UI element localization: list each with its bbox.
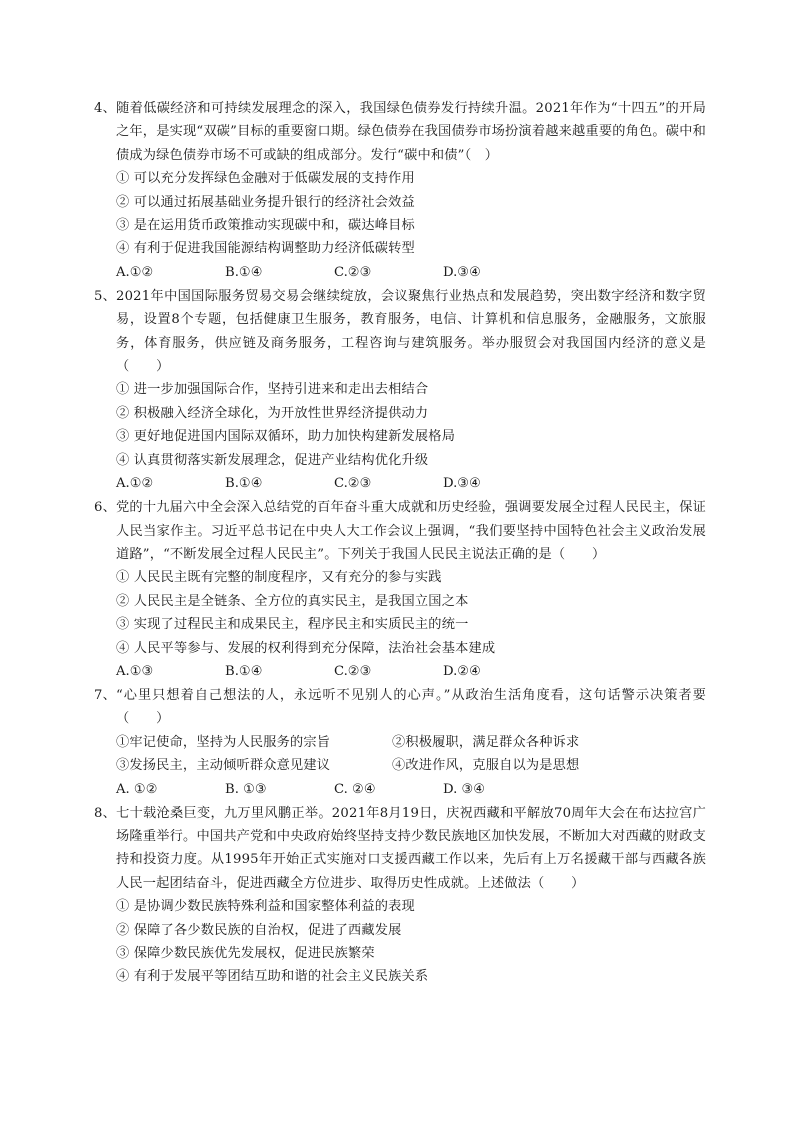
statement-item: ② 保障了各少数民族的自治权，促进了西藏发展 bbox=[116, 922, 402, 938]
option-a: A.①② bbox=[116, 476, 154, 492]
statement-list bbox=[94, 895, 706, 989]
question-number: 8、 bbox=[94, 805, 116, 821]
statement-row bbox=[116, 731, 706, 754]
option-a: A.①② bbox=[116, 264, 154, 280]
question-text: 随着低碳经济和可持续发展理念的深入，我国绿色债券发行持续升温。2021年作为“十四五”的开局之年，是实现“双碳”目标的重要窗口期。绿色债券在我国债券市场扮演着越来越重要的角色。碳中和债成为绿色债券市场不可或缺的组成部分。发行“碳中和债”（ ） bbox=[116, 101, 706, 163]
statement-item: ④ 人民平等参与、发展的权利得到充分保障，法治社会基本建成 bbox=[116, 640, 496, 656]
statement-list bbox=[94, 731, 706, 778]
option-d: D. ③④ bbox=[443, 781, 486, 797]
option-c: C.②③ bbox=[334, 663, 372, 679]
statement-list bbox=[94, 167, 706, 261]
option-a: A.①③ bbox=[116, 663, 154, 679]
question-number: 6、 bbox=[94, 500, 116, 516]
statement-item: ③ 保障少数民族优先发展权，促进民族繁荣 bbox=[116, 946, 375, 961]
statement-item: ① 进一步加强国际合作，坚持引进来和走出去相结合 bbox=[116, 382, 429, 398]
statement-item: ② 人民民主是全链条、全方位的真实民主，是我国立国之本 bbox=[116, 593, 469, 609]
question-number: 4、 bbox=[94, 101, 116, 116]
question-number: 7、 bbox=[94, 687, 116, 703]
question-stem bbox=[94, 496, 706, 566]
statement-item: ④ 有利于发展平等团结互助和谐的社会主义民族关系 bbox=[116, 969, 429, 985]
statement-item: ④ 认真贯彻落实新发展理念，促进产业结构优化升级 bbox=[116, 452, 429, 468]
question-list bbox=[94, 97, 706, 989]
statement-item: ③ 是在运用货币政策推动实现碳中和，碳达峰目标 bbox=[116, 218, 415, 234]
question-text: 党的十九届六中全会深入总结党的百年奋斗重大成就和历史经验，强调要发展全过程人民民主，保证人民当家作主。习近平总书记在中央人大工作会议上强调，“我们要坚持中国特色社会主义政治发展道路”，“不断发展全过程人民民主”。下列关于我国人民民主说法正确的是（ ） bbox=[116, 500, 706, 562]
statement-item: ① 是协调少数民族特殊利益和国家整体利益的表现 bbox=[116, 899, 415, 915]
question-stem bbox=[94, 285, 706, 379]
answer-options bbox=[94, 472, 706, 496]
option-b: B.①④ bbox=[225, 264, 263, 280]
option-d: D.③④ bbox=[443, 264, 481, 280]
statement-item: ③ 更好地促进国内国际双循环，助力加快构建新发展格局 bbox=[116, 429, 456, 445]
question-stem bbox=[94, 97, 706, 167]
question-6 bbox=[94, 496, 706, 684]
statement-item: ① 可以充分发挥绿色金融对于低碳发展的支持作用 bbox=[116, 171, 415, 187]
statement-list bbox=[94, 566, 706, 660]
answer-options bbox=[94, 660, 706, 684]
question-4 bbox=[94, 97, 706, 285]
statement-item: ③ 实现了过程民主和成果民主，程序民主和实质民主的统一 bbox=[116, 617, 469, 633]
question-7 bbox=[94, 684, 706, 802]
statement-item: ① 人民民主既有完整的制度程序，又有充分的参与实践 bbox=[116, 570, 442, 586]
answer-options bbox=[94, 261, 706, 285]
question-5 bbox=[94, 285, 706, 496]
question-text: “心里只想着自己想法的人，永远听不见别人的心声。”从政治生活角度看，这句话警示决策者要（ ） bbox=[116, 687, 706, 727]
statement-item: ②积极履职，满足群众各种诉求 bbox=[392, 734, 580, 750]
option-c: C. ②④ bbox=[334, 781, 376, 797]
option-b: B.①④ bbox=[225, 663, 263, 679]
statement-item: ② 积极融入经济全球化，为开放性世界经济提供动力 bbox=[116, 405, 429, 421]
answer-options bbox=[94, 778, 706, 802]
question-text: 七十载沧桑巨变，九万里风鹏正举。2021年8月19日，庆祝西藏和平解放70周年大会在布达拉宫广场隆重举行。中国共产党和中央政府始终坚持支持少数民族地区加快发展，不断加大对西藏的财政支持和投资力度。从1995年开始正式实施对口支援西藏工作以来，先后有上万名援藏干部与西藏各族人民一起团结奋斗，促进西藏全方位进步、取得历史性成就。上述做法（ ） bbox=[116, 805, 706, 891]
option-b: B. ①③ bbox=[225, 781, 267, 797]
question-8 bbox=[94, 802, 706, 989]
statement-item: ③发扬民主，主动倾听群众意见建议 bbox=[116, 758, 331, 774]
option-c: C.②③ bbox=[334, 476, 372, 492]
statement-row bbox=[116, 754, 706, 777]
option-a: A. ①② bbox=[116, 781, 158, 797]
option-b: B.①④ bbox=[225, 476, 263, 492]
statement-item: ④ 有利于促进我国能源结构调整助力经济低碳转型 bbox=[116, 241, 415, 257]
option-d: D.②④ bbox=[443, 663, 481, 679]
question-number: 5、 bbox=[94, 288, 116, 304]
statement-item: ①牢记使命，坚持为人民服务的宗旨 bbox=[116, 734, 331, 750]
question-stem bbox=[94, 802, 706, 896]
option-c: C.②③ bbox=[334, 264, 372, 280]
statement-list bbox=[94, 378, 706, 472]
option-d: D.③④ bbox=[443, 476, 481, 492]
statement-item: ④改进作风，克服自以为是思想 bbox=[392, 758, 580, 774]
question-text: 2021年中国国际服务贸易交易会继续绽放，会议聚焦行业热点和发展趋势，突出数字经济和数字贸易，设置8个专题，包括健康卫生服务，教育服务，电信、计算机和信息服务，金融服务，文旅服务，体育服务，供应链及商务服务，工程咨询与建筑服务。举办服贸会对我国国内经济的意义是（ ） bbox=[116, 288, 706, 375]
statement-item: ② 可以通过拓展基础业务提升银行的经济社会效益 bbox=[116, 194, 415, 210]
question-stem bbox=[94, 684, 706, 731]
